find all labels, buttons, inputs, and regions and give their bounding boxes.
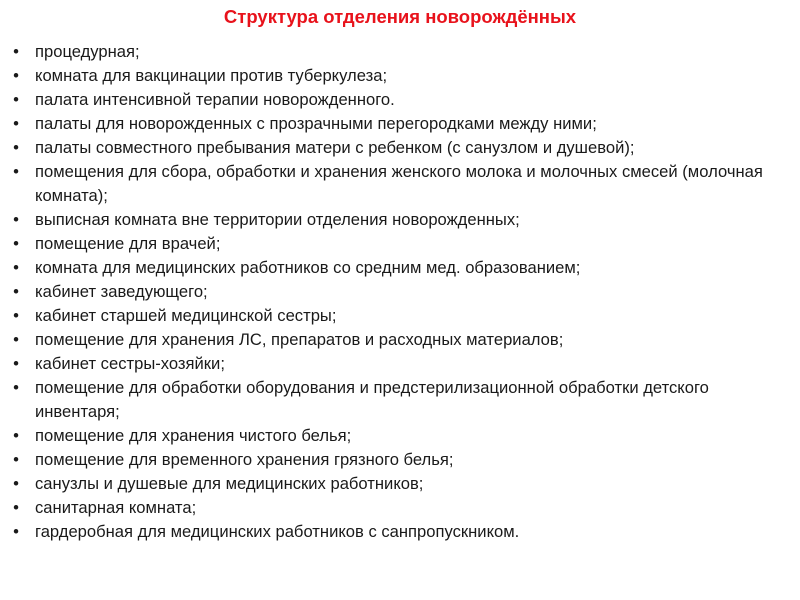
list-item-text: помещение для хранения чистого белья; xyxy=(35,426,352,445)
list-item-text: помещение для обработки оборудования и предстерилизационной обработки детского инвентаря; xyxy=(35,378,709,421)
list-item xyxy=(8,520,788,544)
list-item-text: санузлы и душевые для медицинских работников; xyxy=(35,474,424,493)
list-item xyxy=(8,352,788,376)
bullet-icon: • xyxy=(13,234,19,253)
list-item xyxy=(8,424,788,448)
bullet-icon: • xyxy=(13,306,19,325)
bullet-list xyxy=(8,40,788,544)
list-item-text: палаты совместного пребывания матери с ребенком (с санузлом и душевой); xyxy=(35,138,635,157)
list-item xyxy=(8,328,788,352)
bullet-icon: • xyxy=(13,90,19,109)
list-item-text: помещение для временного хранения грязного белья; xyxy=(35,450,454,469)
list-item-text: комната для вакцинации против туберкулеза; xyxy=(35,66,388,85)
list-item-text: санитарная комната; xyxy=(35,498,197,517)
bullet-icon: • xyxy=(13,282,19,301)
list-item xyxy=(8,232,788,256)
list-item xyxy=(8,448,788,472)
bullet-icon: • xyxy=(13,354,19,373)
list-item-text: кабинет заведующего; xyxy=(35,282,208,301)
bullet-icon: • xyxy=(13,474,19,493)
bullet-icon: • xyxy=(13,378,19,397)
list-item-text: гардеробная для медицинских работников с санпропускником. xyxy=(35,522,520,541)
bullet-icon: • xyxy=(13,138,19,157)
list-item-text: помещение для врачей; xyxy=(35,234,221,253)
bullet-icon: • xyxy=(13,258,19,277)
list-item-text: палаты для новорожденных с прозрачными перегородками между ними; xyxy=(35,114,597,133)
bullet-icon: • xyxy=(13,210,19,229)
list-item xyxy=(8,280,788,304)
list-item-text: комната для медицинских работников со средним мед. образованием; xyxy=(35,258,581,277)
list-item xyxy=(8,88,788,112)
bullet-icon: • xyxy=(13,330,19,349)
bullet-icon: • xyxy=(13,522,19,541)
list-item-text: кабинет старшей медицинской сестры; xyxy=(35,306,337,325)
list-item xyxy=(8,208,788,232)
page-title: Структура отделения новорождённых xyxy=(223,6,577,27)
list-item-text: кабинет сестры-хозяйки; xyxy=(35,354,225,373)
bullet-icon: • xyxy=(13,426,19,445)
bullet-icon: • xyxy=(13,42,19,61)
bullet-icon: • xyxy=(13,498,19,517)
bullet-icon: • xyxy=(13,114,19,133)
list-item xyxy=(8,136,788,160)
list-item xyxy=(8,64,788,88)
list-item xyxy=(8,160,788,208)
list-item xyxy=(8,40,788,64)
list-item-text: палата интенсивной терапии новорожденного. xyxy=(35,90,395,109)
list-item xyxy=(8,112,788,136)
bullet-icon: • xyxy=(13,450,19,469)
list-item xyxy=(8,496,788,520)
bullet-icon: • xyxy=(13,66,19,85)
list-item xyxy=(8,304,788,328)
list-item-text: выписная комната вне территории отделения новорожденных; xyxy=(35,210,520,229)
list-item xyxy=(8,256,788,280)
bullet-icon: • xyxy=(13,162,19,181)
list-item-text: помещение для хранения ЛС, препаратов и расходных материалов; xyxy=(35,330,564,349)
list-item xyxy=(8,472,788,496)
list-item-text: помещения для сбора, обработки и хранения женского молока и молочных смесей (молочная комната); xyxy=(35,162,763,205)
list-item-text: процедурная; xyxy=(35,42,140,61)
list-item xyxy=(8,376,788,424)
